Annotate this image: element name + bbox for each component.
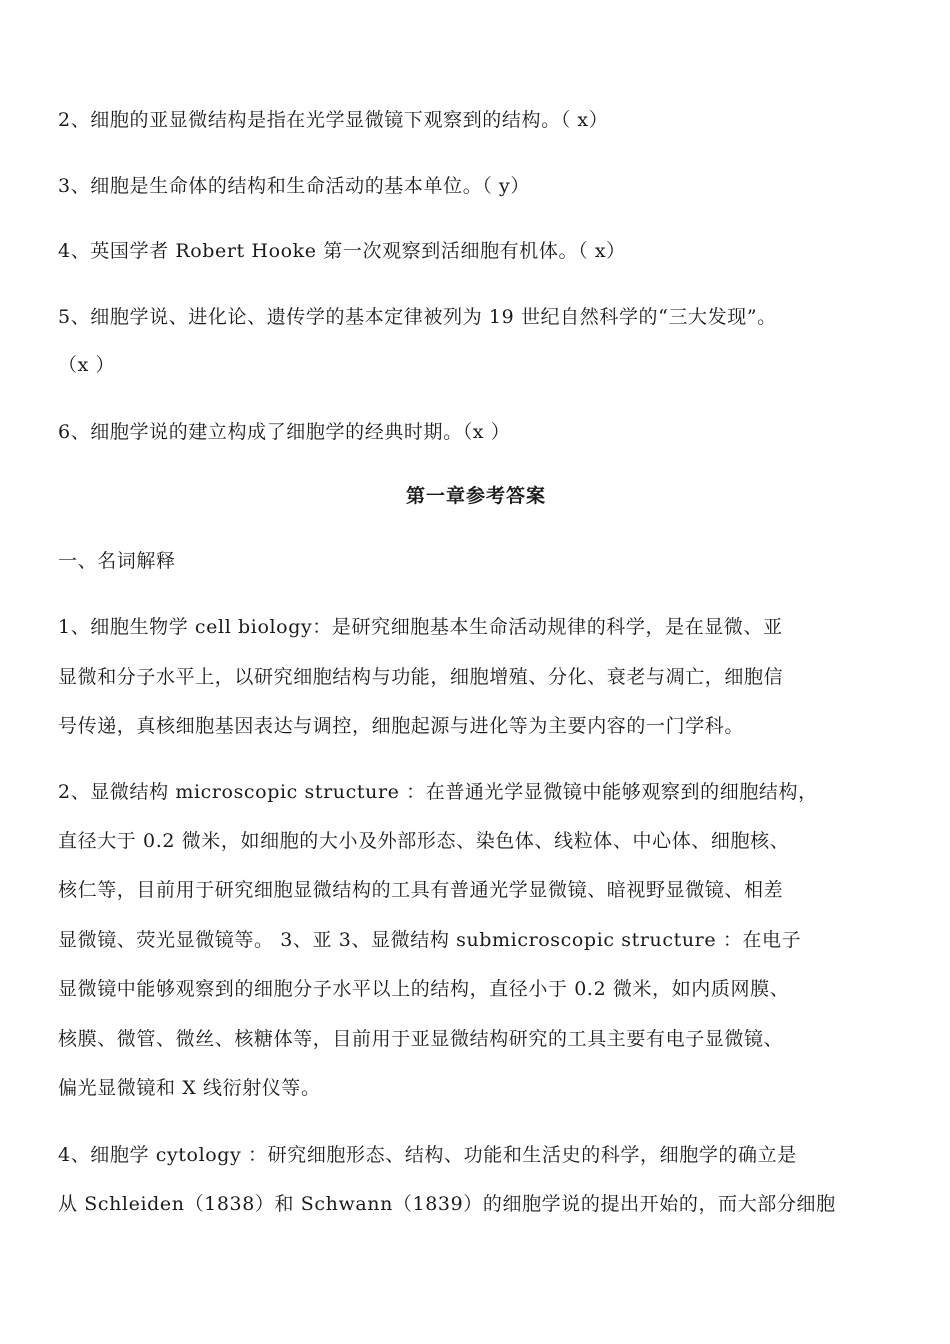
definition-2-line-5: 显微镜中能够观察到的细胞分子水平以上的结构，直径小于 0.2 微米，如内质网膜、 [58,978,790,1000]
definition-1-line-1: 1、细胞生物学 cell biology：是研究细胞基本生命活动规律的科学，是在显微、亚 [58,616,783,638]
tf-item-5-answer: （x ） [58,354,116,376]
definition-4-line-1: 4、细胞学 cytology ：研究细胞形态、结构、功能和生活史的科学，细胞学的确立是 [58,1144,797,1166]
definition-4-line-2: 从 Schleiden（1838）和 Schwann（1839）的细胞学说的提出开始的，而大部分细胞 [58,1193,836,1215]
tf-item-5: 5、细胞学说、进化论、遗传学的基本定律被列为 19 世纪自然科学的“三大发现”。 [58,306,777,328]
tf-item-2: 2、细胞的亚显微结构是指在光学显微镜下观察到的结构。（ x） [58,109,609,131]
definition-1-line-2: 显微和分子水平上，以研究细胞结构与功能，细胞增殖、分化、衰老与凋亡，细胞信 [58,666,784,688]
definition-2-line-7: 偏光显微镜和 X 线衍射仪等。 [58,1077,321,1099]
section-title: 一、名词解释 [58,550,176,572]
answer-title: 第一章参考答案 [405,485,546,507]
definition-1-line-3: 号传递，真核细胞基因表达与调控，细胞起源与进化等为主要内容的一门学科。 [58,715,745,737]
tf-item-4: 4、英国学者 Robert Hooke 第一次观察到活细胞有机体。（ x） [58,240,626,262]
tf-item-6: 6、细胞学说的建立构成了细胞学的经典时期。（x ） [58,421,511,443]
tf-item-3: 3、细胞是生命体的结构和生命活动的基本单位。（ y） [58,175,530,197]
definition-2-line-4: 显微镜、荧光显微镜等。 3、亚 3、显微结构 submicroscopic structure ：在电子 [58,929,802,951]
definition-2-line-6: 核膜、微管、微丝、核糖体等，目前用于亚显微结构研究的工具主要有电子显微镜、 [58,1028,784,1050]
definition-2-line-1: 2、显微结构 microscopic structure ：在普通光学显微镜中能够观察到的细胞结构， [58,781,818,803]
definition-2-line-2: 直径大于 0.2 微米，如细胞的大小及外部形态、染色体、线粒体、中心体、细胞核、 [58,830,790,852]
definition-2-line-3: 核仁等，目前用于研究细胞显微结构的工具有普通光学显微镜、暗视野显微镜、相差 [58,879,784,901]
